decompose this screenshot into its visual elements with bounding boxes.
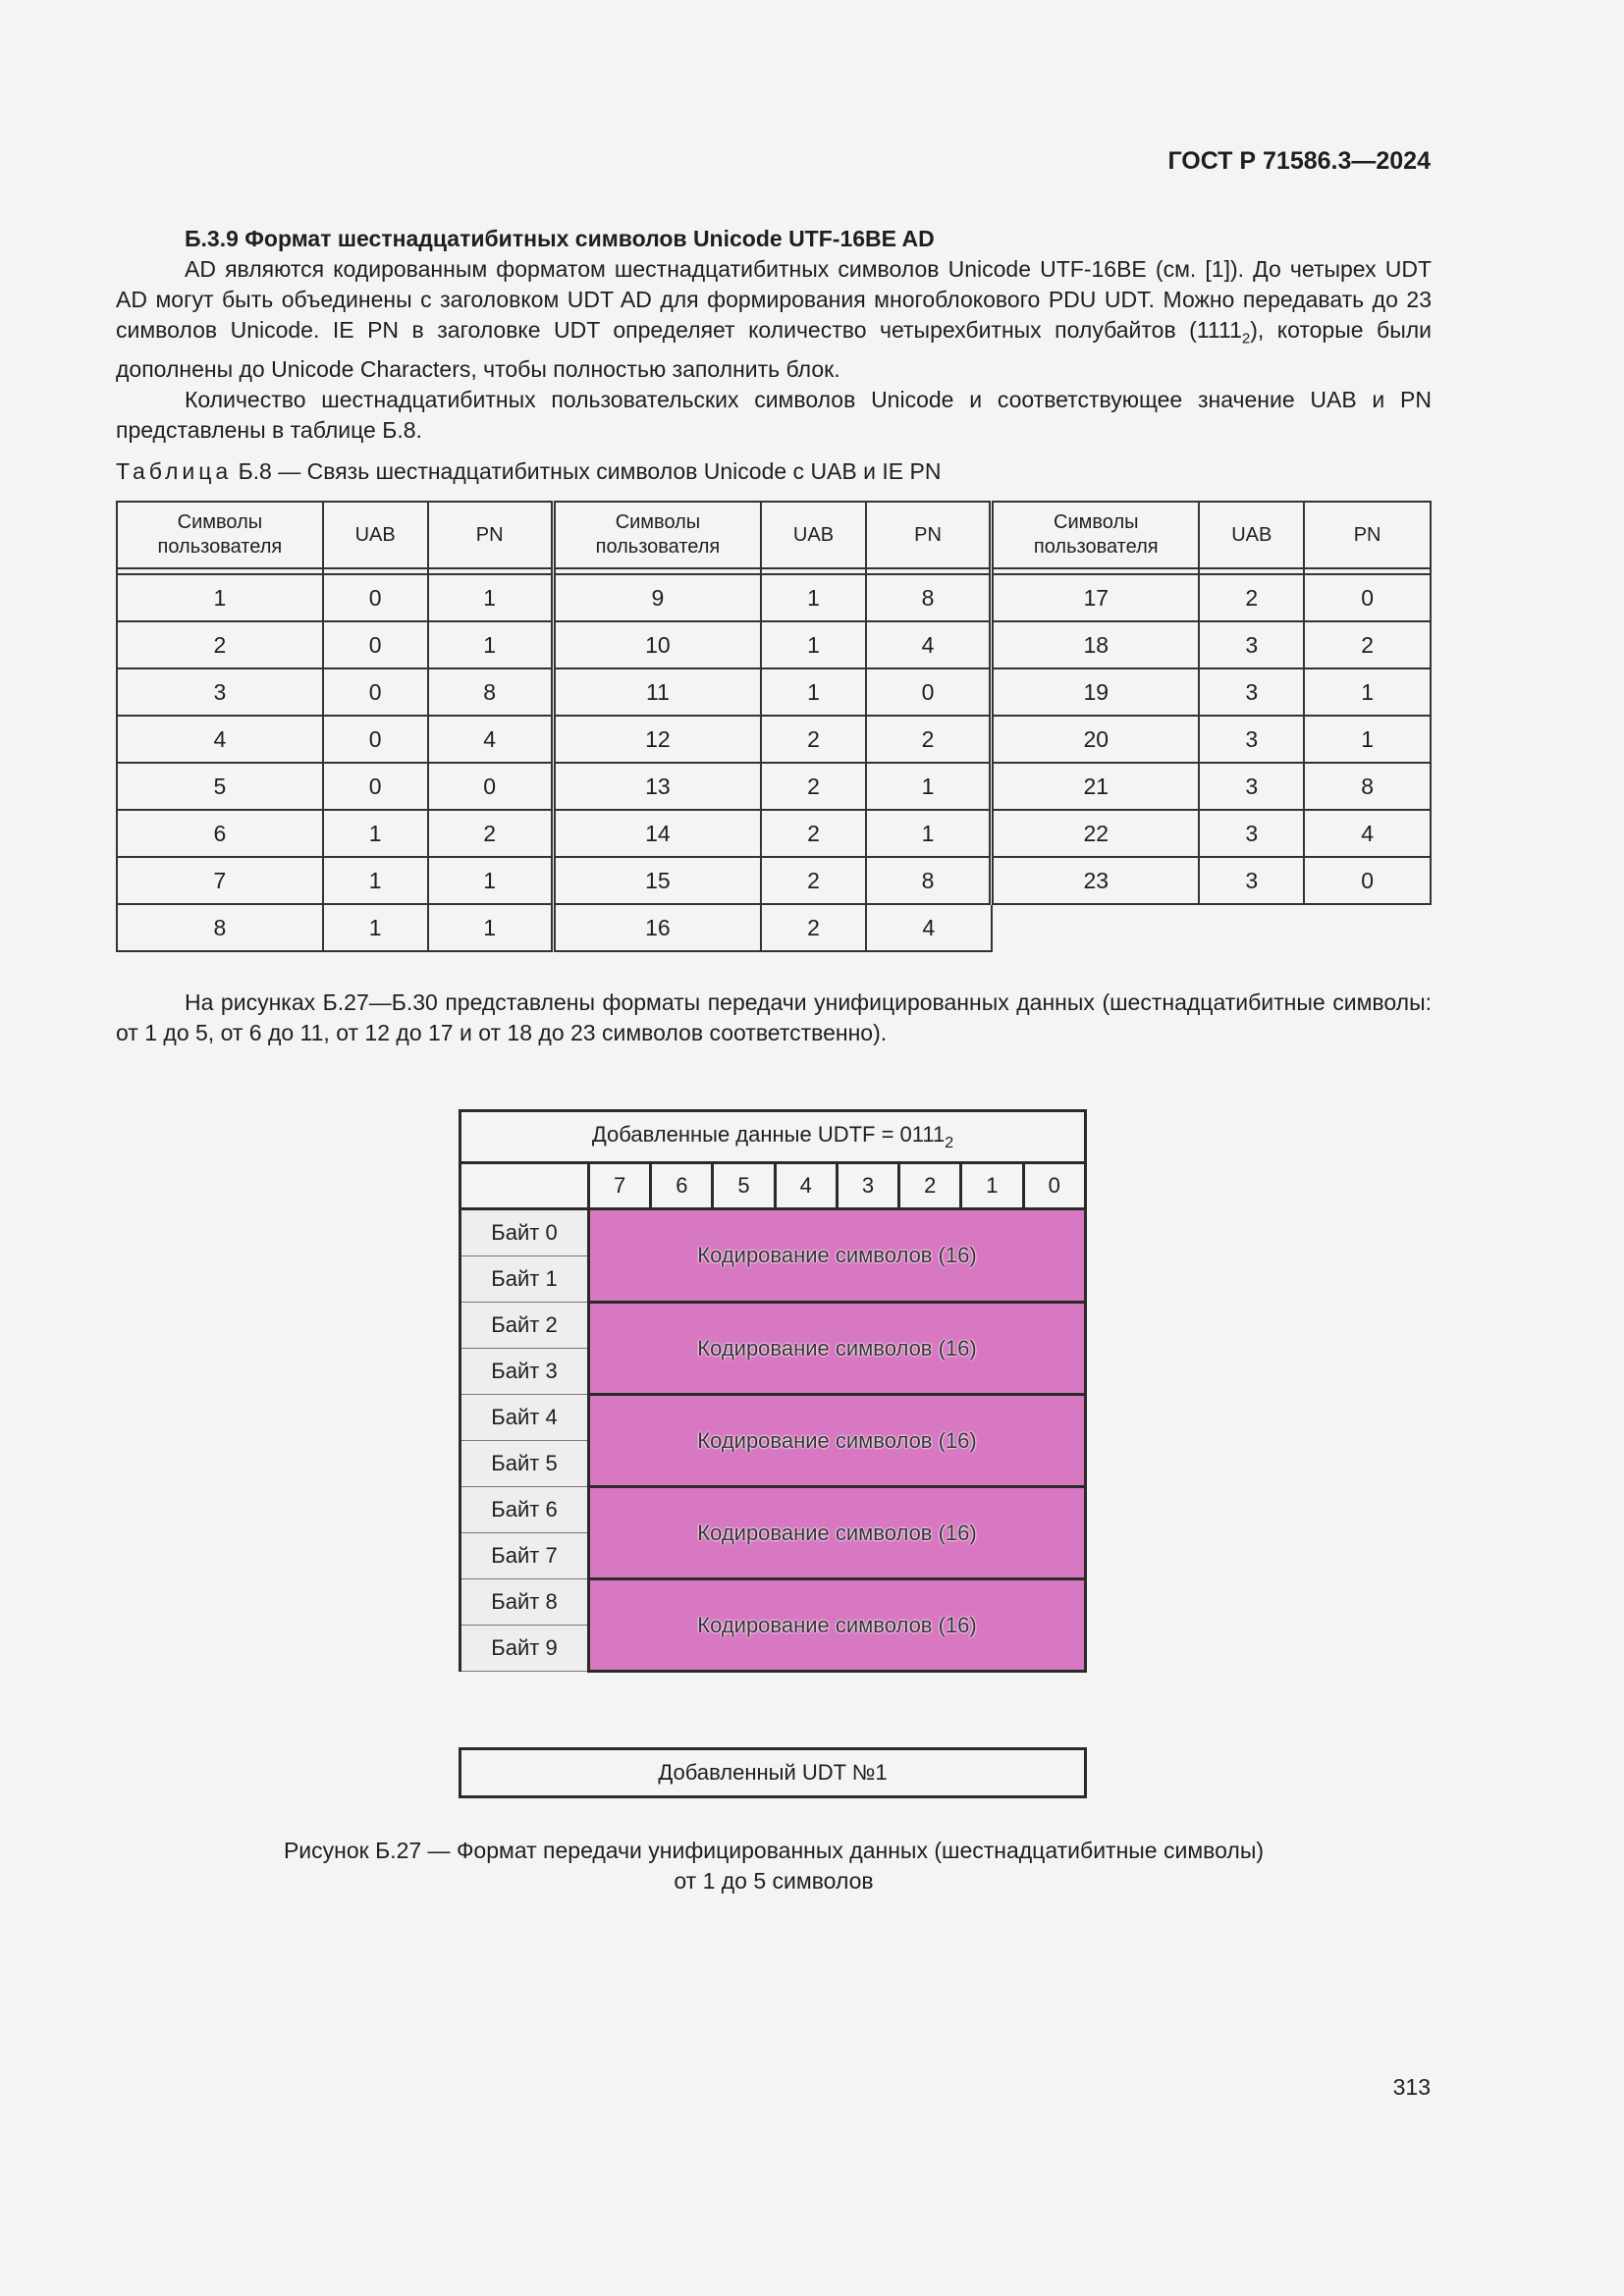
table-cell: 2 <box>761 904 866 951</box>
column-header: UAB <box>1199 502 1304 568</box>
table-cell <box>1304 904 1431 951</box>
table-cell: 4 <box>866 621 992 668</box>
table-cell: 2 <box>761 763 866 810</box>
table-cell: 1 <box>866 763 992 810</box>
table-cell: 0 <box>428 763 554 810</box>
table-cell: 8 <box>866 857 992 904</box>
table-row <box>117 763 1431 810</box>
table-cell: 7 <box>117 857 323 904</box>
table-cell: 3 <box>1199 857 1304 904</box>
figure-b27-diagram <box>459 1109 1087 1673</box>
figure-header-text: Добавленные данные UDTF = 0111 <box>591 1121 946 1147</box>
byte-label: Байт 9 <box>460 1626 589 1672</box>
table-cell: 1 <box>761 621 866 668</box>
table-cell: 8 <box>428 668 554 716</box>
column-header: PN <box>428 502 554 568</box>
column-header: Символы пользователя <box>553 502 761 568</box>
table-cell: 3 <box>1199 716 1304 763</box>
table-row <box>117 904 1431 951</box>
table-cell: 1 <box>761 668 866 716</box>
table-cell: 3 <box>1199 763 1304 810</box>
byte-row <box>460 1395 1086 1441</box>
bit-number-cell: 3 <box>837 1163 898 1209</box>
table-caption-prefix: Таблица <box>116 458 233 484</box>
byte-row <box>460 1303 1086 1349</box>
table-cell: 0 <box>323 668 428 716</box>
byte-label: Байт 2 <box>460 1303 589 1349</box>
table-cell: 1 <box>428 857 554 904</box>
byte-row <box>460 1487 1086 1533</box>
table-cell: 0 <box>323 621 428 668</box>
table-cell: 2 <box>428 810 554 857</box>
table-cell: 1 <box>428 621 554 668</box>
table-cell: 13 <box>553 763 761 810</box>
table-cell: 4 <box>1304 810 1431 857</box>
column-header: Символы пользователя <box>992 502 1200 568</box>
table-cell: 18 <box>992 621 1200 668</box>
table-cell: 12 <box>553 716 761 763</box>
char-encoding-block: Кодирование символов (16) <box>589 1579 1086 1672</box>
figures-intro-paragraph: На рисунках Б.27—Б.30 представлены форматы передачи унифицированных данных (шестнадцатибитные символы: от 1 до 5, от 6 до 11, от 12 до 17 и от 18 до 23 символов соответственно). <box>116 989 1432 1045</box>
udt-format-table <box>459 1109 1087 1673</box>
bit-number-cell: 5 <box>713 1163 775 1209</box>
table-cell: 1 <box>323 904 428 951</box>
column-header: UAB <box>761 502 866 568</box>
byte-label: Байт 7 <box>460 1533 589 1579</box>
table-cell: 17 <box>992 574 1200 621</box>
figure-caption-line-2: от 1 до 5 символов <box>674 1868 874 1894</box>
table-cell: 1 <box>1304 668 1431 716</box>
table-row <box>117 574 1431 621</box>
paragraph-1-text-b: ), которые были дополнены до Unicode Characters, чтобы полностью заполнить блок. <box>116 317 1432 382</box>
figure-caption <box>116 1836 1432 1896</box>
bit-number-row <box>460 1163 1086 1209</box>
paragraph-1-subscript: 2 <box>1241 330 1251 347</box>
byte-row <box>460 1579 1086 1626</box>
table-row <box>117 810 1431 857</box>
table-cell: 1 <box>428 574 554 621</box>
page-number: 313 <box>1392 2074 1431 2100</box>
byte-label: Байт 4 <box>460 1395 589 1441</box>
section-paragraph-2: Количество шестнадцатибитных пользовательских символов Unicode и соответствующее значение UAB и PN представлены в таблице Б.8. <box>116 386 1432 443</box>
table-cell: 19 <box>992 668 1200 716</box>
table-cell: 2 <box>117 621 323 668</box>
table-cell: 14 <box>553 810 761 857</box>
figure-header <box>460 1111 1086 1163</box>
char-encoding-block: Кодирование символов (16) <box>589 1487 1086 1579</box>
byte-row <box>460 1209 1086 1256</box>
byte-label: Байт 3 <box>460 1349 589 1395</box>
table-cell: 2 <box>1199 574 1304 621</box>
table-cell: 8 <box>117 904 323 951</box>
byte-label: Байт 8 <box>460 1579 589 1626</box>
appended-udt-box: Добавленный UDT №1 <box>459 1747 1087 1798</box>
bit-number-cell: 6 <box>651 1163 713 1209</box>
table-cell: 23 <box>992 857 1200 904</box>
table-cell: 9 <box>553 574 761 621</box>
table-cell: 0 <box>323 574 428 621</box>
table-cell: 2 <box>1304 621 1431 668</box>
column-header: PN <box>866 502 992 568</box>
table-cell: 15 <box>553 857 761 904</box>
column-header: Символы пользователя <box>117 502 323 568</box>
figure-header-subscript: 2 <box>945 1134 954 1151</box>
table-cell: 1 <box>866 810 992 857</box>
table-cell: 3 <box>117 668 323 716</box>
table-cell: 16 <box>553 904 761 951</box>
table-cell: 8 <box>1304 763 1431 810</box>
table-cell: 11 <box>553 668 761 716</box>
byte-label: Байт 0 <box>460 1209 589 1256</box>
table-cell: 5 <box>117 763 323 810</box>
table-cell: 3 <box>1199 668 1304 716</box>
table-row <box>117 857 1431 904</box>
table-cell: 0 <box>1304 857 1431 904</box>
section-b-3-9 <box>116 224 1432 446</box>
section-paragraph-1 <box>116 254 1432 385</box>
table-cell: 8 <box>866 574 992 621</box>
bit-number-cell: 1 <box>961 1163 1023 1209</box>
char-encoding-block: Кодирование символов (16) <box>589 1303 1086 1395</box>
bit-number-cell: 0 <box>1023 1163 1085 1209</box>
table-cell: 1 <box>323 857 428 904</box>
table-cell <box>992 904 1200 951</box>
table-b8 <box>116 501 1432 952</box>
table-cell: 4 <box>866 904 992 951</box>
table-cell: 2 <box>761 716 866 763</box>
table-header-row <box>117 502 1431 568</box>
section-title: Б.3.9 Формат шестнадцатибитных символов Unicode UTF-16BE AD <box>185 226 935 251</box>
table-cell: 3 <box>1199 810 1304 857</box>
byte-label: Байт 1 <box>460 1256 589 1303</box>
char-encoding-block: Кодирование символов (16) <box>589 1209 1086 1303</box>
table-cell: 21 <box>992 763 1200 810</box>
table-cell: 1 <box>117 574 323 621</box>
table-cell: 0 <box>866 668 992 716</box>
table-cell: 2 <box>866 716 992 763</box>
table-cell: 3 <box>1199 621 1304 668</box>
table-cell: 20 <box>992 716 1200 763</box>
table-cell: 4 <box>428 716 554 763</box>
table-row <box>117 621 1431 668</box>
table-cell <box>1199 904 1304 951</box>
table-cell: 1 <box>1304 716 1431 763</box>
document-code: ГОСТ Р 71586.3—2024 <box>1167 147 1431 175</box>
table-cell: 2 <box>761 857 866 904</box>
char-encoding-block: Кодирование символов (16) <box>589 1395 1086 1487</box>
bit-row-spacer <box>460 1163 589 1209</box>
table-cell: 1 <box>761 574 866 621</box>
table-cell: 4 <box>117 716 323 763</box>
table-cell: 6 <box>117 810 323 857</box>
bit-number-cell: 2 <box>899 1163 961 1209</box>
table-cell: 0 <box>1304 574 1431 621</box>
table-cell: 2 <box>761 810 866 857</box>
table-row <box>117 668 1431 716</box>
table-caption-text: Б.8 — Связь шестнадцатибитных символов Unicode с UAB и IE PN <box>238 458 942 484</box>
bit-number-cell: 7 <box>589 1163 651 1209</box>
table-cell: 1 <box>323 810 428 857</box>
column-header: UAB <box>323 502 428 568</box>
byte-label: Байт 6 <box>460 1487 589 1533</box>
table-cell: 22 <box>992 810 1200 857</box>
table-body <box>117 568 1431 951</box>
table-row <box>117 716 1431 763</box>
table-cell: 0 <box>323 763 428 810</box>
table-caption <box>116 458 941 485</box>
table-cell: 1 <box>428 904 554 951</box>
column-header: PN <box>1304 502 1431 568</box>
byte-label: Байт 5 <box>460 1441 589 1487</box>
table-cell: 0 <box>323 716 428 763</box>
paragraph-1-text-a: AD являются кодированным форматом шестнадцатибитных символов Unicode UTF-16BE (см. [1]). До четырех UDT AD могут быть объединены с заголовком UDT AD для формирования многоблокового PDU UDT. Можно передавать до 23 символов Unicode. IE PN в заголовке UDT определяет количество четырехбитных полубайтов (1111 <box>116 256 1432 343</box>
bit-number-cell: 4 <box>775 1163 837 1209</box>
figure-caption-line-1: Рисунок Б.27 — Формат передачи унифицированных данных (шестнадцатибитные символы) <box>283 1838 1265 1863</box>
table-cell: 10 <box>553 621 761 668</box>
